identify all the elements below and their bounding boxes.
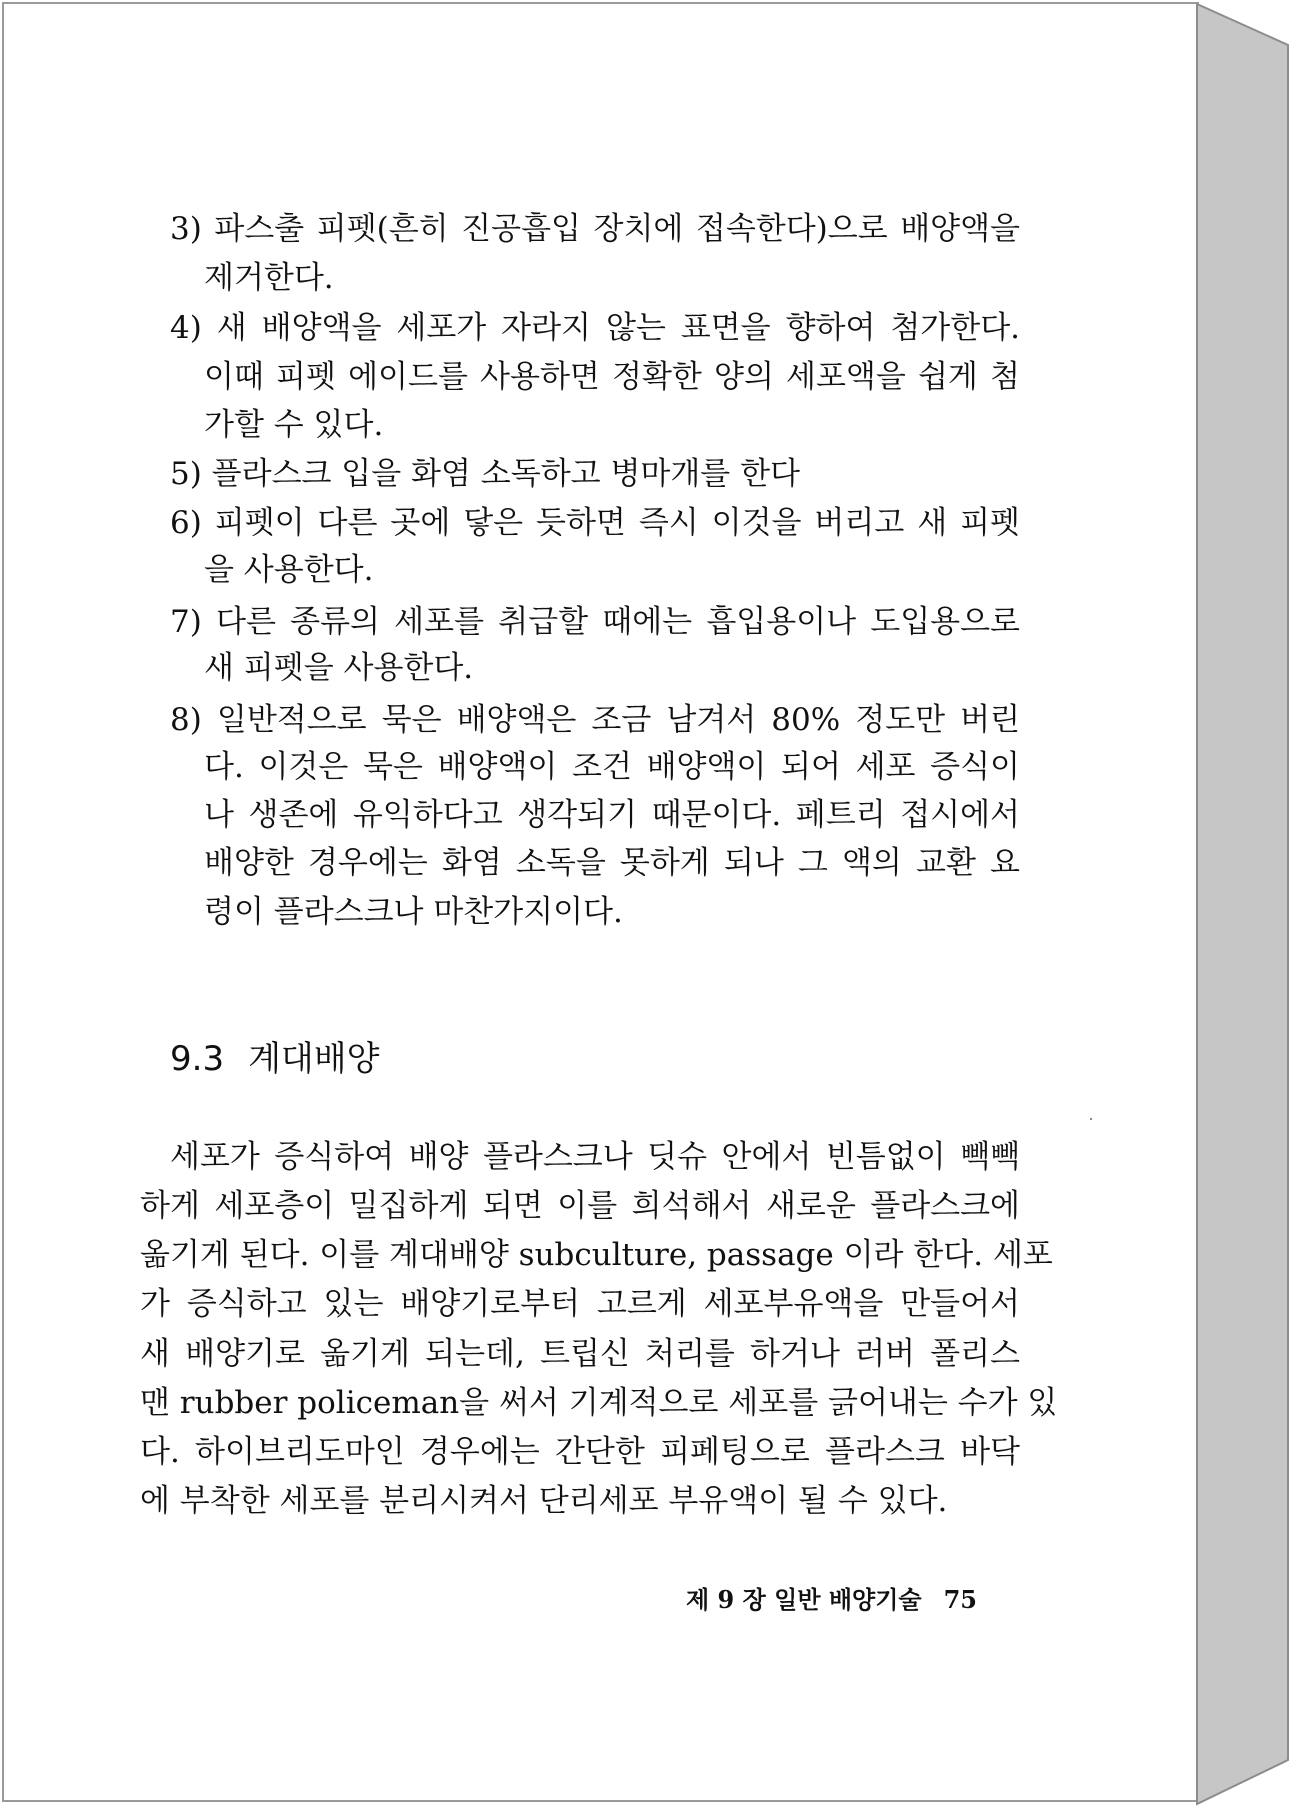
list-item-8-line-1: 8) 일반적으로 묵은 배양액은 조금 남겨서 80% 정도만 버린 (170, 702, 1020, 738)
list-item-6-line-2: 을 사용한다. (204, 552, 374, 588)
paragraph-line-1: 세포가 증식하여 배양 플라스크나 딧슈 안에서 빈틈없이 빽빽 (170, 1139, 1020, 1175)
list-item-6-line-1: 6) 피펫이 다른 곳에 닿은 듯하면 즉시 이것을 버리고 새 피펫 (170, 505, 1020, 541)
section-title: 계대배양 (248, 1039, 380, 1079)
paragraph-line-5: 새 배양기로 옮기게 되는데, 트립신 처리를 하거나 러버 폴리스 (140, 1336, 1020, 1372)
list-item-8-line-3: 나 생존에 유익하다고 생각되기 때문이다. 페트리 접시에서 (204, 797, 1020, 833)
section-number: 9.3 (170, 1039, 225, 1079)
list-item-7-line-2: 새 피펫을 사용한다. (204, 650, 474, 686)
paragraph-line-2: 하게 세포층이 밀집하게 되면 이를 희석해서 새로운 플라스크에 (140, 1188, 1020, 1224)
list-item-3-line-1: 3) 파스출 피펫(흔히 진공흡입 장치에 접속한다)으로 배양액을 (170, 211, 1020, 247)
list-item-8-line-4: 배양한 경우에는 화염 소독을 못하게 되나 그 액의 교환 요 (204, 845, 1020, 881)
list-item-8-line-5: 령이 플라스크나 마찬가지이다. (204, 894, 623, 930)
paragraph-line-3: 옮기게 된다. 이를 계대배양 subculture, passage 이라 한다. 세포 (140, 1237, 1053, 1273)
page-number: 75 (943, 1585, 977, 1614)
list-item-4-line-2: 이때 피펫 에이드를 사용하면 정확한 양의 세포액을 쉽게 첨 (204, 359, 1020, 395)
list-item-5-line-1: 5) 플라스크 입을 화염 소독하고 병마개를 한다 (170, 456, 800, 492)
list-item-4-line-1: 4) 새 배양액을 세포가 자라지 않는 표면을 향하여 첨가한다. (170, 310, 1020, 346)
paragraph-line-8: 에 부착한 세포를 분리시켜서 단리세포 부유액이 될 수 있다. (140, 1483, 948, 1519)
list-item-7-line-1: 7) 다른 종류의 세포를 취급할 때에는 흡입용이나 도입용으로 (170, 604, 1020, 640)
paragraph-line-7: 다. 하이브리도마인 경우에는 간단한 피페팅으로 플라스크 바닥 (140, 1434, 1020, 1470)
running-footer (686, 1584, 977, 1616)
footer-chapter: 제 9 장 일반 배양기술 (686, 1585, 922, 1614)
paragraph-line-4: 가 증식하고 있는 배양기로부터 고르게 세포부유액을 만들어서 (140, 1286, 1020, 1322)
list-item-3-line-2: 제거한다. (204, 260, 334, 296)
section-heading (170, 1037, 379, 1081)
list-item-8-line-2: 다. 이것은 묵은 배양액이 조건 배양액이 되어 세포 증식이 (204, 749, 1020, 785)
list-item-4-line-3: 가할 수 있다. (204, 407, 384, 443)
speck-mark (1090, 1118, 1092, 1120)
paragraph-line-6: 맨 rubber policeman을 써서 기계적으로 세포를 긁어내는 수가 있 (140, 1385, 1058, 1421)
